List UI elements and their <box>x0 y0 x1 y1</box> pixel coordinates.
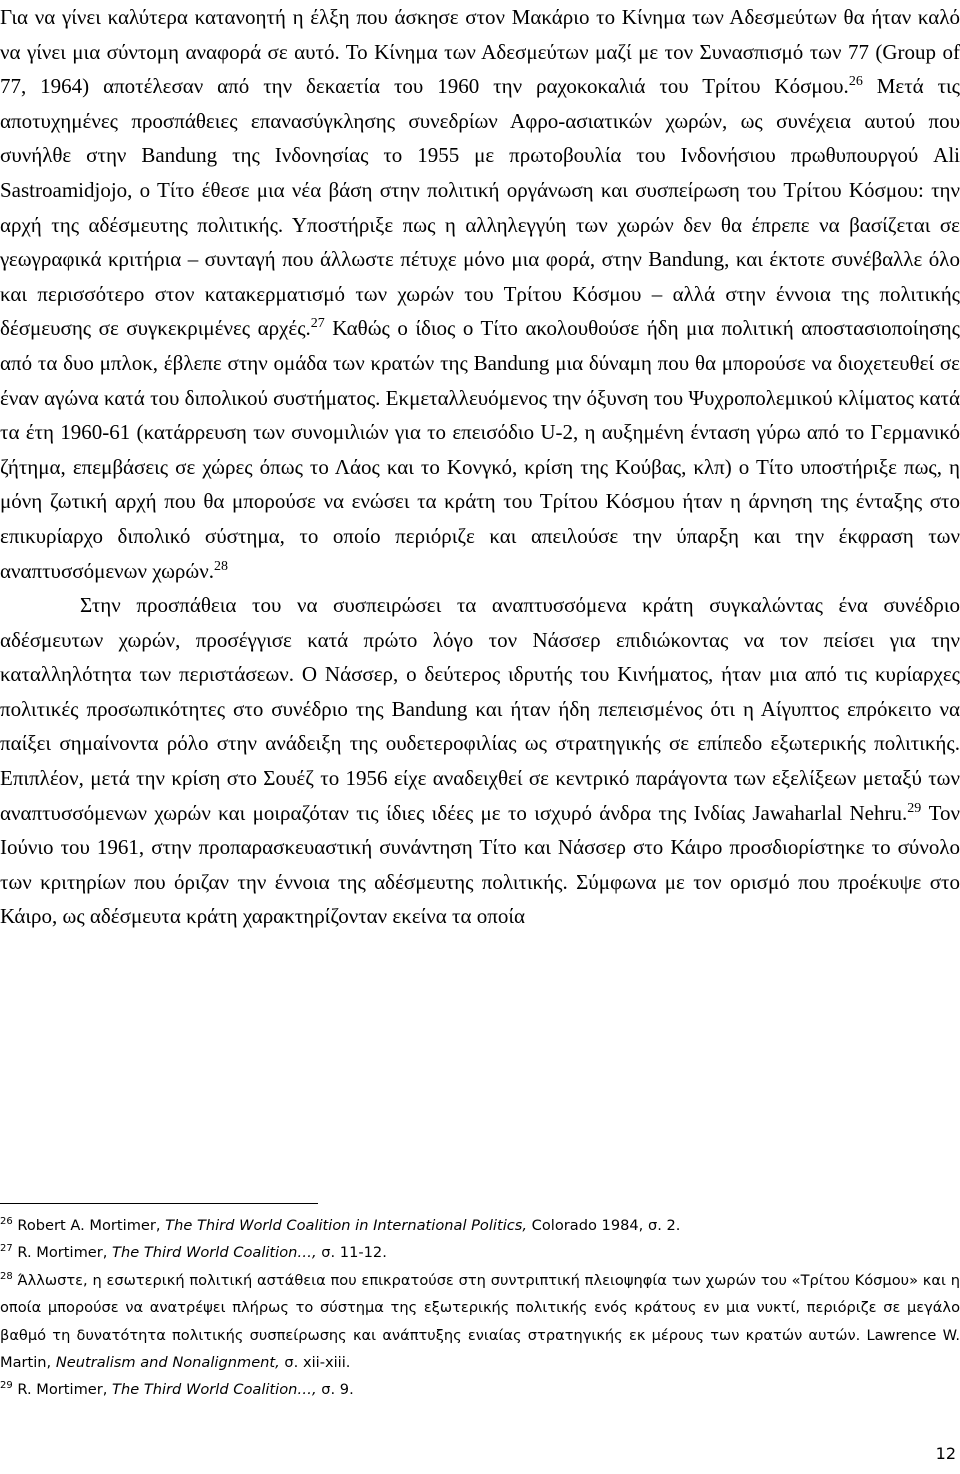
footnote-text: R. Mortimer, <box>12 1244 113 1262</box>
footnote-27 <box>0 1239 960 1266</box>
page-number: 12 <box>935 1444 956 1463</box>
footnote-29 <box>0 1376 960 1403</box>
footnote-separator <box>0 1203 318 1204</box>
footnote-title: The Third World Coalition…, <box>112 1381 317 1399</box>
footnote-text: R. Mortimer, <box>12 1381 113 1399</box>
footnote-text: Colorado 1984, σ. 2. <box>527 1217 681 1234</box>
footnote-number: 27 <box>0 1243 13 1255</box>
paragraph-1 <box>0 0 960 588</box>
paragraph-2 <box>0 588 960 934</box>
footnote-text: σ. 11-12. <box>316 1244 387 1262</box>
paragraph-text: Καθώς ο ίδιος ο Τίτο ακολουθούσε ήδη μια πολιτική αποστασιοποίησης από τα δυο μπλοκ, έβλεπε στην ομάδα των κρατών της Bandung μια δύναμη που θα μπορούσε να διοχετευθεί σε έναν αγώνα κατά του διπολικού συστήματος. Εκμεταλλευόμενος την όξυνση του Ψυχροπολεμικού κλίματος κατά τα έτη 1960-61 (κατάρρευση των συνομιλιών για το επεισόδιο U-2, η αυξημένη ένταση γύρω από το Γερμανικό ζήτημα, επεμβάσεις σε χώρες όπως το Λάος και το Κονγκό, κρίση της Κούβας, κλπ) ο Τίτο υποστήριξε πως, η μόνη ζωτική αρχή που θα μπορούσε να ενώσει τα κράτη του Τρίτου Κόσμου ήταν η άρνηση της ένταξης στο επικυρίαρχο διπολικό σύστημα, το οποίο περιόριζε και απειλούσε την ύπαρξη και την έκφραση των αναπτυσσόμενων χωρών. <box>0 316 960 583</box>
paragraph-text: Τον Ιούνιο του 1961, στην προπαρασκευαστική συνάντηση Τίτο και Νάσσερ στο Κάιρο προσδιορίστηκε το σύνολο των κριτηρίων που όριζαν την έννοια της αδέσμευτης πολιτικής. Σύμφωνα με τον ορισμό που προέκυψε στο Κάιρο, ως αδέσμευτα κράτη χαρακτηρίζονταν εκείνα τα οποία <box>0 800 960 929</box>
footnote-ref[interactable]: 26 <box>848 74 863 90</box>
footnote-title: The Third World Coalition…, <box>112 1244 317 1262</box>
footnote-number: 29 <box>0 1380 13 1392</box>
footnote-title: Neutralism and Nonalignment, <box>55 1354 280 1372</box>
footnote-number: 26 <box>0 1216 13 1228</box>
footnote-text: σ. 9. <box>316 1381 354 1399</box>
footnote-text: Robert A. Mortimer, <box>12 1217 166 1234</box>
footnote-title: The Third World Coalition in International Politics, <box>165 1217 528 1234</box>
footnote-number: 28 <box>0 1270 13 1282</box>
footnote-ref[interactable]: 27 <box>310 316 325 332</box>
footnote-ref[interactable]: 29 <box>907 800 922 816</box>
paragraph-text: Στην προσπάθεια του να συσπειρώσει τα αναπτυσσόμενα κράτη συγκαλώντας ένα συνέδριο αδέσμευτων χωρών, προσέγγισε κατά πρώτο λόγο τον Νάσσερ επιδιώκοντας να τον πείσει για την καταλληλότητα των περιστάσεων. Ο Νάσσερ, ο δεύτερος ιδρυτής του Κινήματος, ήταν μια από τις κυρίαρχες πολιτικές προσωπικότητες στο συνέδριο της Bandung και ήταν ήδη πεπεισμένος ότι η Αίγυπτος επρόκειτο να παίξει σημαίνοντα ρόλο στην ανάδειξη της ουδετεροφιλίας ως στρατηγικής σε επίπεδο εξωτερικής πολιτικής. Επιπλέον, μετά την κρίση στο Σουέζ το 1956 είχε αναδειχθεί σε κεντρικό παράγοντα των εξελίξεων μεταξύ των αναπτυσσόμενων χωρών και μοιραζόταν τις ίδιες ιδέες με το ισχυρό άνδρα της Ινδίας Jawaharlal Nehru. <box>0 593 960 825</box>
footnote-text: σ. xii-xiii. <box>279 1354 351 1372</box>
footnote-26 <box>0 1212 960 1239</box>
footnote-28 <box>0 1267 960 1377</box>
footnote-ref[interactable]: 28 <box>213 558 228 574</box>
footnotes <box>0 1212 960 1404</box>
footnote-text: Άλλωστε, η εσωτερική πολιτική αστάθεια που επικρατούσε στη συντριπτική πλειοψηφία των χωρών του «Τρίτου Κόσμου» και η οποία μπορούσε να ανατρέψει πλήρως το σύστημα της εξωτερικής πολιτικής ενός κράτους εν μια νυκτί, περιόριζε σε μεγάλο βαθμό τη δυνατότητα πολιτικής συσπείρωσης και ανάπτυξης ενιαίας στρατηγικής εκ μέρους των κρατών αυτών. Lawrence W. Martin, <box>0 1271 960 1372</box>
paragraph-text: Μετά τις αποτυχημένες προσπάθειες επανασύγκλησης συνεδρίων Αφρο-ασιατικών χωρών, ως συνέχεια αυτού που συνήλθε στην Bandung της Ινδονησίας το 1955 με πρωτοβουλία του Ινδονήσιου πρωθυπουργού Ali Sastroamidjojo, ο Τίτο έθεσε μια νέα βάση στην πολιτική οργάνωση και συσπείρωση του Τρίτου Κόσμου: την αρχή της αδέσμευτης πολιτικής. Υποστήριξε πως η αλληλεγγύη των χωρών δεν θα έπρεπε να βασίζεται σε γεωγραφικά κριτήρια – συνταγή που άλλωστε πέτυχε μόνο μια φορά, στην Bandung, και έκτοτε συνέβαλλε όλο και περισσότερο στον κατακερματισμό των χωρών του Τρίτου Κόσμου – αλλά στην έννοια της πολιτικής δέσμευσης σε συγκεκριμένες αρχές. <box>0 74 960 341</box>
paragraph-text: Για να γίνει καλύτερα κατανοητή η έλξη που άσκησε στον Μακάριο το Κίνημα των Αδεσμεύτων θα ήταν καλό να γίνει μια σύντομη αναφορά σε αυτό. Το Κίνημα των Αδεσμεύτων μαζί με τον Συνασπισμό των 77 (Group of 77, 1964) αποτέλεσαν από την δεκαετία του 1960 την ραχοκοκαλιά του Τρίτου Κόσμου. <box>0 5 960 99</box>
